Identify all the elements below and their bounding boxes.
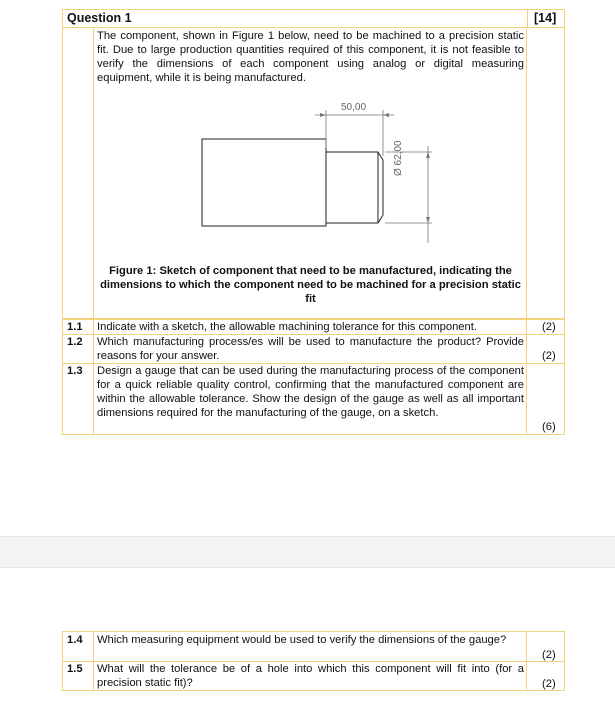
body-cylinder: [202, 139, 326, 226]
item-text: Design a gauge that can be used during the manufacturing process of the component for a quick reliable quality control, confirming that the manufactured component are within the allowable tolerance. Show the design of the gauge as well as all important dimensions required for the manufacturing of the gauge, on a sketch.: [97, 365, 524, 419]
arrow-bottom: [426, 217, 430, 223]
figure-caption-label: Figure 1: [109, 265, 153, 277]
dim-length-label: 50,00: [341, 102, 367, 113]
item-marks: (2): [542, 321, 556, 333]
arrow-top: [426, 152, 430, 158]
item-marks: (2): [542, 350, 556, 362]
intro-paragraph: The component, shown in Figure 1 below, need to be machined to a precision static fit. Due to large production quantities required of this component, it is not feasible to verify the dimensions of each component using analog or digital measuring equipment, while it is being manufactured.: [97, 30, 524, 84]
header-row: [62, 9, 565, 28]
figure-caption: [97, 264, 524, 306]
item-text: What will the tolerance be of a hole into which this component will fit into (for a precision static fit)?: [97, 663, 524, 689]
page-break: [0, 536, 615, 568]
question-title: Question 1: [67, 11, 132, 25]
item-number: 1.4: [67, 634, 83, 646]
item-text: Indicate with a sketch, the allowable machining tolerance for this component.: [97, 321, 477, 333]
item-marks: (2): [542, 649, 556, 661]
item-text: Which manufacturing process/es will be used to manufacture the product? Provide reasons for your answer.: [97, 336, 524, 362]
question-total-marks: [14]: [534, 11, 557, 25]
item-text: Which measuring equipment would be used to verify the dimensions of the gauge?: [97, 634, 507, 646]
item-marks: (6): [542, 421, 556, 433]
figure-caption-text: : Sketch of component that need to be manufactured, indicating the dimensions to which the component need to be machined for a precision static fit: [100, 265, 521, 305]
item-number: 1.3: [67, 365, 83, 377]
item-number: 1.2: [67, 336, 83, 348]
arrow-left: [320, 113, 326, 117]
dim-diameter-label: Ø 62,00: [393, 140, 404, 176]
item-marks: (2): [542, 678, 556, 690]
item-number: 1.1: [67, 321, 83, 333]
step-cylinder: [326, 152, 383, 223]
arrow-right: [383, 113, 389, 117]
item-number: 1.5: [67, 663, 83, 675]
